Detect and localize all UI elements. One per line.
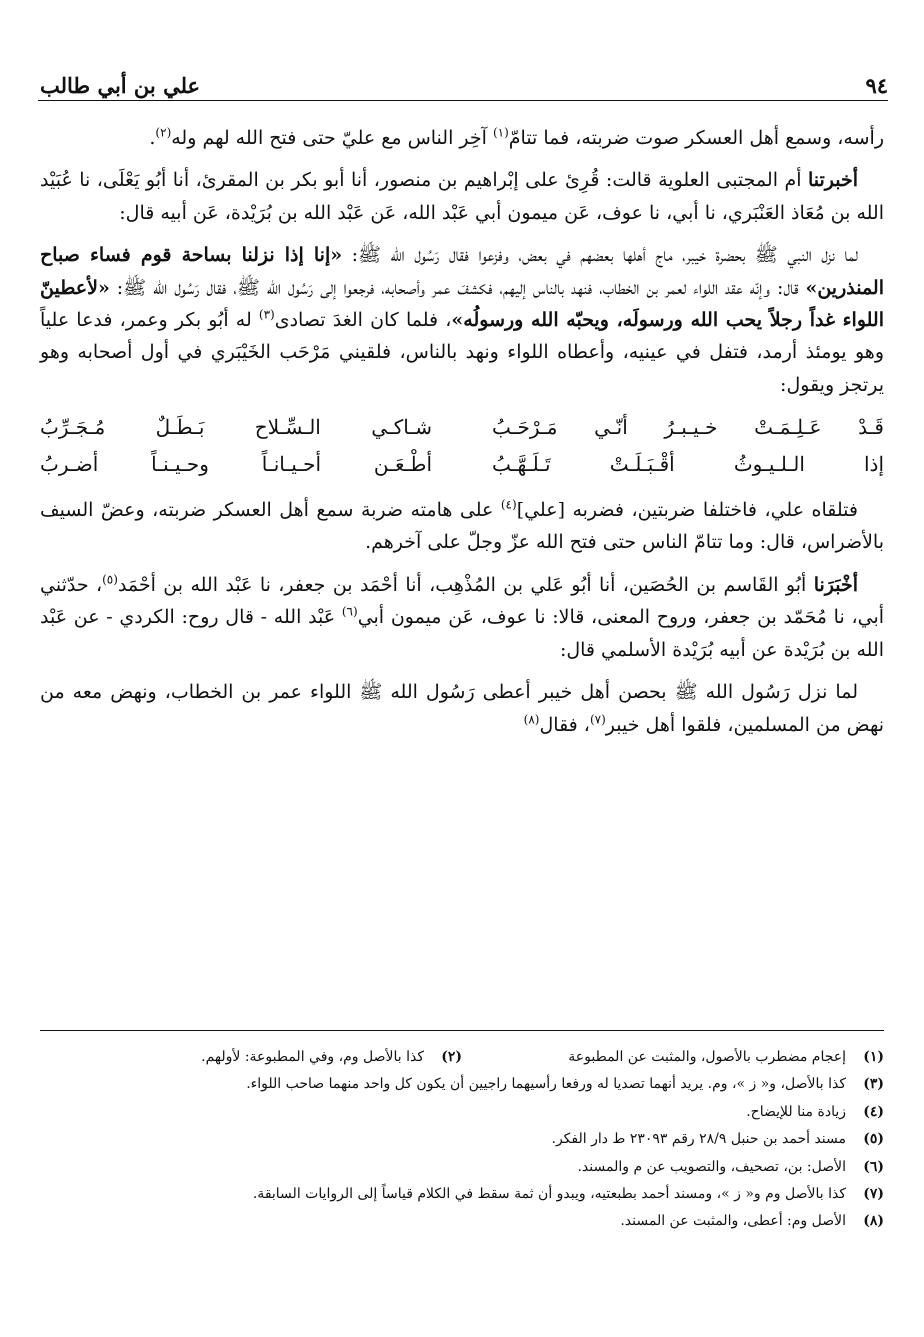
text-run: قال: وإنّه عقد اللواء لعمر بن الخطاب، فنهد بالناس إليهم، فكشفَ عمر وأصحابه، فرجعوا إلى رَسُول الله ﷺ، فقال رَسُول الله ﷺ: <box>109 276 806 299</box>
paragraph-2 <box>40 164 884 229</box>
paragraph-3 <box>40 239 884 401</box>
footnote-ref: (٤) <box>500 497 517 512</box>
main-text <box>40 122 884 751</box>
footnote-number: (٧) <box>863 1186 884 1203</box>
footnote-4 <box>40 1099 884 1126</box>
footnote-text: الأصل وم: أعطى، والمثبت عن المسند. <box>620 1213 846 1230</box>
text-run: ، فقال <box>539 713 590 736</box>
verse-hemistich: إذا الـلـيـوثُ أقْـبَـلَـتْ تَـلَـهَّـبُ <box>492 451 884 476</box>
paragraph-1 <box>40 122 884 154</box>
footnote-ref: (٧) <box>589 712 606 727</box>
text-run: . <box>149 127 156 149</box>
text-run: أبُو القَاسم بن الحُصَين، أنا أبُو عَلي بن المُذْهِب، أنا أحْمَد بن جعفر، نا عَبْد الله بن أحْمَد <box>117 573 814 596</box>
footnote-text: كذا بالأصل وم و« ز »، ومسند أحمد بطبعتيه، ويبدو أن ثمة سقط في الكلام قياساً إلى الروايات السابقة. <box>252 1186 846 1203</box>
text-run: عَبْد الله - قال روح: الكردي - عن عَبْد الله بن بُرَيْدة عن أبيه بُرَيْدة الأسلمي قال: <box>40 606 884 661</box>
paragraph-6 <box>40 676 884 741</box>
page-number: ٩٤ <box>865 73 888 98</box>
running-title: علي بن أبي طالب <box>40 73 201 98</box>
footnote-1 <box>462 1044 884 1071</box>
text-run: ، حدّثني أبي، نا مُحَمّد بن جعفر، وروح المعنى، قالا: نا عوف، عَن ميمون أبي <box>40 573 885 629</box>
footnote-ref: (٥) <box>102 572 118 587</box>
footnote-text: إعجام مضطرب بالأصول، والمثبت عن المطبوعة <box>568 1049 846 1065</box>
footnote-ref: (٢) <box>155 125 172 140</box>
footnote-text: كذا بالأصل، و« ز »، وم. يريد أنهما تصديا له ورفعا رأسيهما راجيين أن يكون كل واحد منهما صاحب اللواء. <box>246 1076 846 1093</box>
text-run: لما نزل النبي ﷺ بحضرة خيبر، ماج أهلها بعضهم في بعض، وفزعوا فقال رَسُول الله ﷺ: <box>342 244 858 267</box>
footnote-number: (١) <box>863 1049 884 1065</box>
footnote-ref: (٨) <box>523 712 540 727</box>
footnote-number: (٤) <box>863 1103 884 1120</box>
footnote-number: (٨) <box>863 1213 884 1230</box>
footnote-text: مسند أحمد بن حنبل ٢٨/٩ رقم ٢٣٠٩٣ ط دار الفكر. <box>551 1131 846 1148</box>
footnote-5 <box>40 1126 884 1153</box>
footnote-3 <box>40 1071 884 1098</box>
footnote-8 <box>40 1208 884 1235</box>
poem-verses <box>40 411 884 480</box>
isnad-lead: أخْبَرَنا <box>813 573 859 596</box>
footnote-text: كذا بالأصل وم، وفي المطبوعة: لأولهم. <box>201 1049 424 1065</box>
footnote-row <box>40 1044 884 1071</box>
text-run: على هامته ضربة سمع أهل العسكر ضربته، وعضّ السيف بالأضراس، قال: وما تتامّ الناس حتى فتح الله عزّ وجلّ على آخرهم. <box>40 499 884 554</box>
hadith-quote: «لأعطينّ اللواء غداً رجلاً يحب الله ورسولَه، ويحبّه الله ورسولُه» <box>40 276 884 332</box>
text-run: آخِر الناس مع عليّ حتى فتح الله لهم وله <box>171 127 493 149</box>
text-run: له أبُو بكر وعمر، فدعا علياً وهو يومئذ أرمد، فتفل في عينيه، وأعطاه اللواء ونهد بالناس، فلقيني مَرْحَب الخَيْبَري في أول أصحابه وهو يرتجز ويقول: <box>40 309 884 396</box>
footnote-separator <box>40 1030 884 1031</box>
hadith-quote: «إنا إذا نزلنا بساحة قوم فساء صباح المنذرين» <box>40 244 884 299</box>
footnote-number: (٦) <box>863 1158 884 1175</box>
footnote-number: (٢) <box>441 1049 462 1065</box>
footnote-ref: (١) <box>492 125 509 140</box>
footnote-number: (٥) <box>863 1131 884 1148</box>
text-run: لما نزل رَسُول الله ﷺ بحصن أهل خيبر أعطى رَسُول الله ﷺ اللواء عمر بن الخطاب، ونهض معه من نهض من المسلمين، فلقوا أهل خيبر <box>40 681 884 736</box>
footnote-text: الأصل: بن، تصحيف، والتصويب عن م والمسند. <box>577 1158 846 1175</box>
isnad-lead: أخبرتنا <box>807 169 858 192</box>
text-run: رأسه، وسمع أهل العسكر صوت ضربته، فما تتامّ <box>508 127 884 149</box>
footnote-text: زيادة منا للإيضاح. <box>746 1103 846 1120</box>
paragraph-5 <box>40 569 884 666</box>
running-header <box>40 60 888 98</box>
footnotes <box>40 1044 884 1236</box>
header-rule <box>38 100 888 101</box>
footnote-7 <box>40 1181 884 1208</box>
footnote-ref: (٦) <box>341 604 358 619</box>
footnote-2 <box>40 1044 462 1071</box>
verse-hemistich: أطْـعَـن أحـيـانـاً وحـيـنـاً أضـربُ <box>40 451 432 476</box>
footnote-number: (٣) <box>863 1076 884 1093</box>
footnote-6 <box>40 1154 884 1181</box>
text-run: فتلقاه علي، فاختلفا ضربتين، فضربه [علي] <box>516 499 858 522</box>
paragraph-4 <box>40 494 884 559</box>
text-run: ، فلما كان الغدَ تصادى <box>274 309 452 332</box>
verse-hemistich: قَـدْ عَـلِـمَـتْ خـيـبـرُ أنّـي مَـرْحَـبُ <box>492 415 884 440</box>
footnote-ref: (٣) <box>258 307 275 322</box>
verse-hemistich: شـاكـي الـسِّـلاح بَـطَـلٌ مُـجَـرِّبُ <box>40 415 432 440</box>
text-run: أم المجتبى العلوية قالت: قُرِئ على إبْراهيم بن منصور، أنا أبو بكر بن المقرئ، أنا أبُو يَعْلَى، نا عُبَيْد الله بن مُعَاذ العَنْبَري، نا أبي، نا عوف، عَن ميمون أبي عَبْد الله، عَن عَبْد الله بن بُرَيْدة، عَن أبيه قال: <box>40 169 884 224</box>
